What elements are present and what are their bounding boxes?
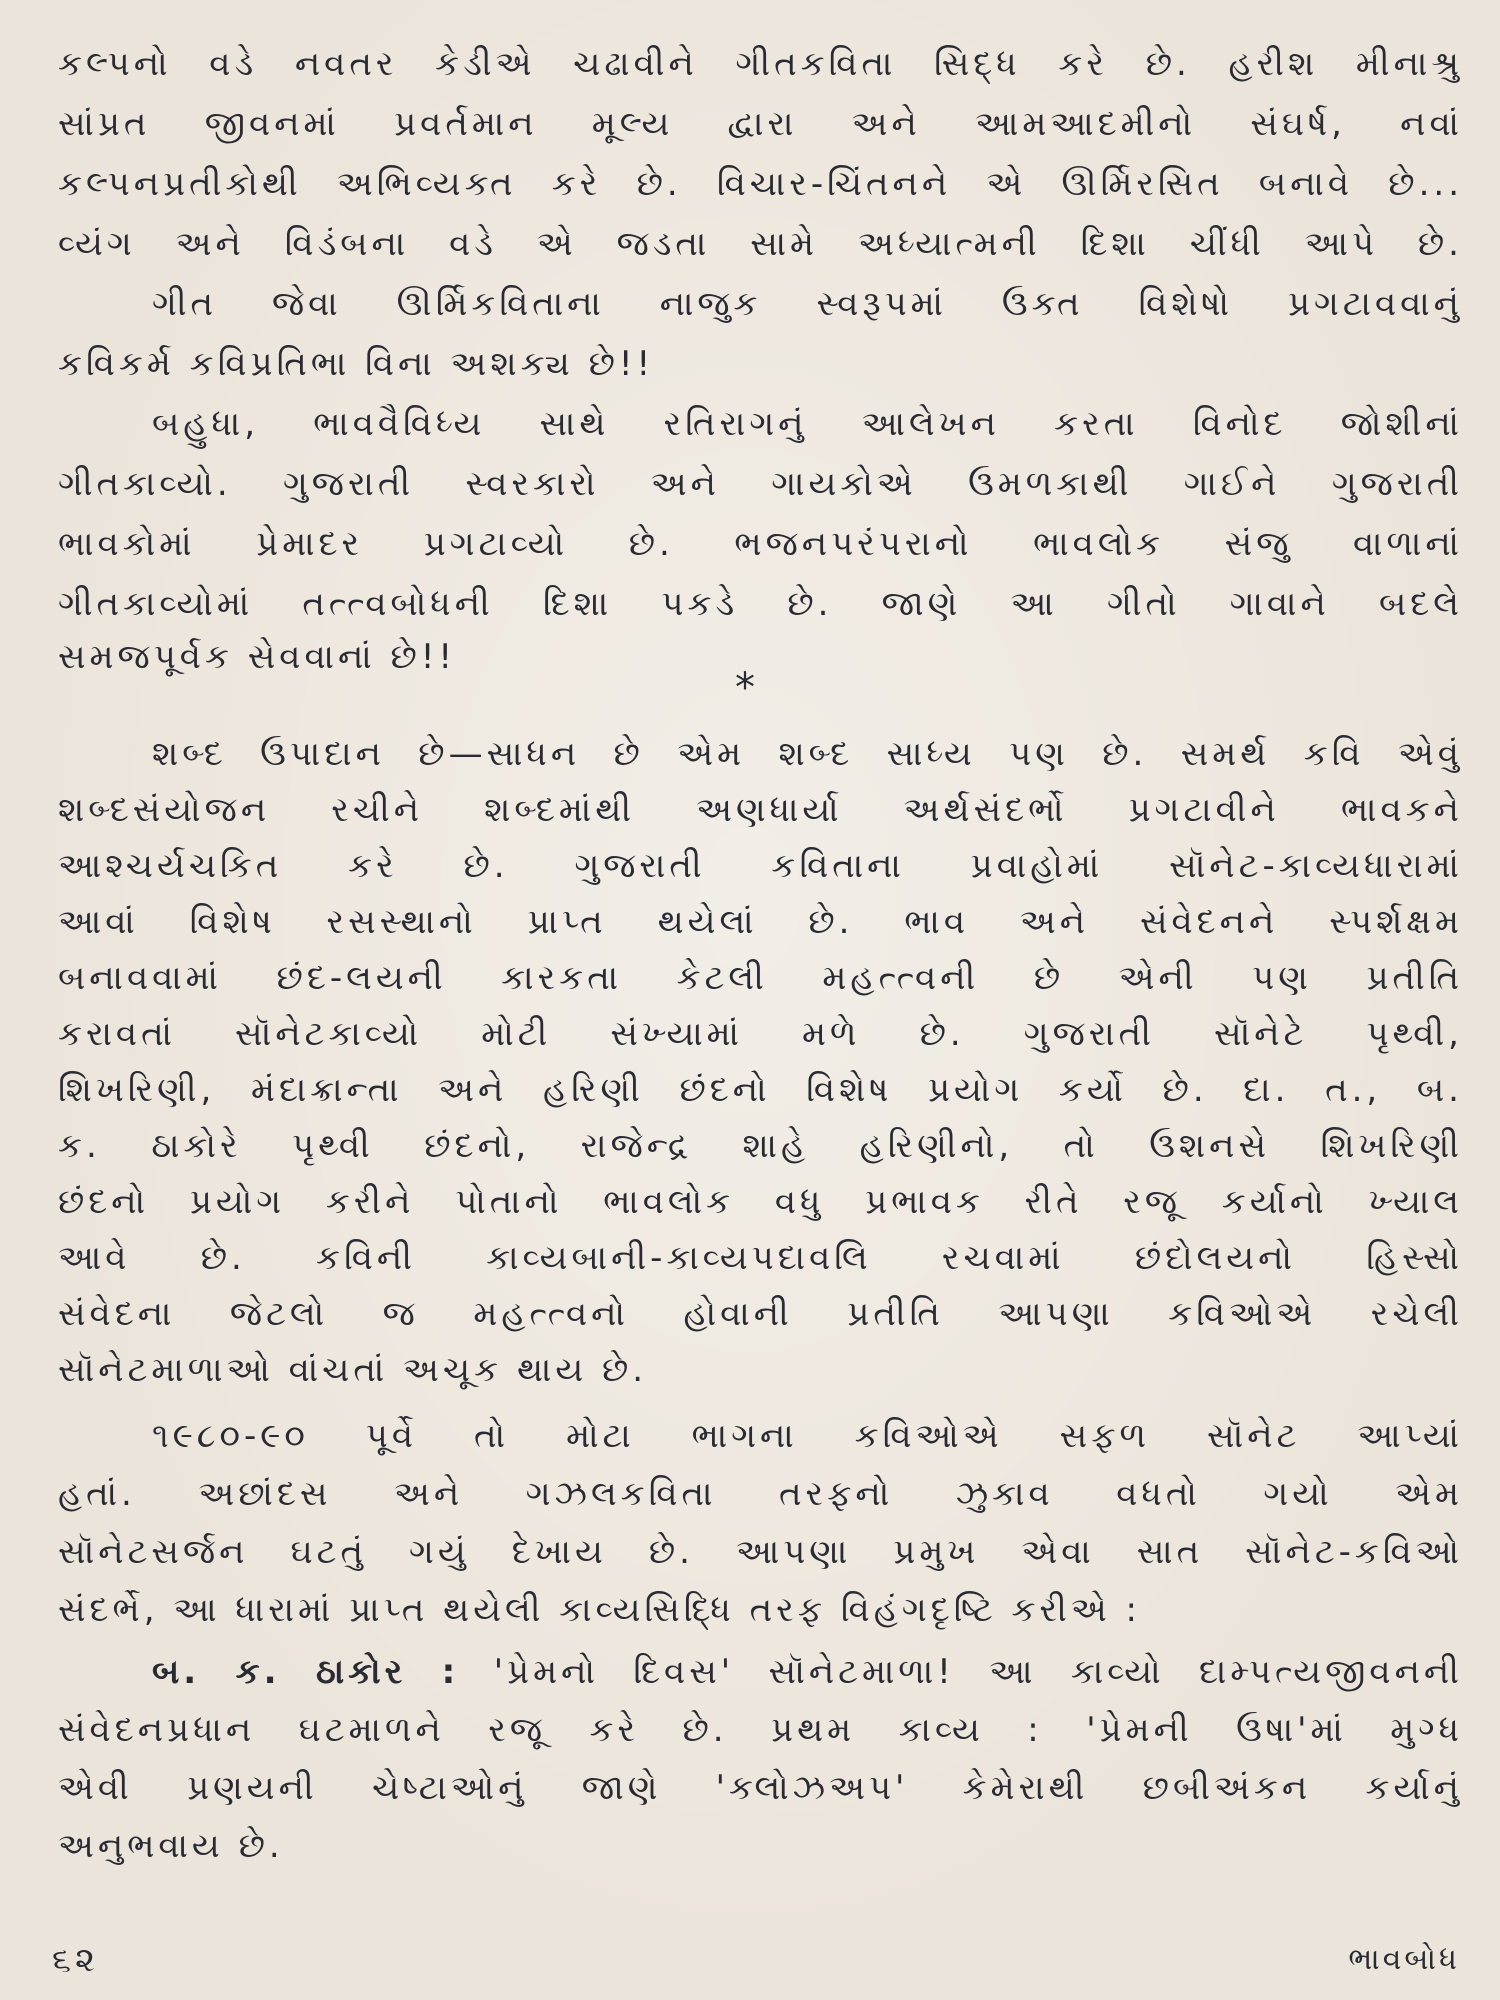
text-line: એવી પ્રણયની ચેષ્ટાઓનું જાણે 'ક્લોઝઅપ' કેમેરાથી છબીઅંકન કર્યાનું <box>58 1768 1463 1808</box>
text-line: છંદનો પ્રયોગ કરીને પોતાનો ભાવલોક વધુ પ્રભાવક રીતે રજૂ કર્યાનો ખ્યાલ <box>58 1182 1463 1222</box>
text-line: ક. ઠાકોરે પૃથ્વી છંદનો, રાજેન્દ્ર શાહે હરિણીનો, તો ઉશનસે શિખરિણી <box>58 1126 1463 1166</box>
text-line: ૧૯૮૦-૯૦ પૂર્વે તો મોટા ભાગના કવિઓએ સફળ સૉનેટ આપ્યાં <box>152 1416 1463 1456</box>
text-line: આવાં વિશેષ રસસ્થાનો પ્રાપ્ત થયેલાં છે. ભાવ અને સંવેદનને સ્પર્શક્ષમ <box>58 902 1463 942</box>
page-number: ૬૨ <box>52 1940 99 1980</box>
text-line: કલ્પનો વડે નવતર કેડીએ ચઢાવીને ગીતકવિતા સિદ્ધ કરે છે. હરીશ મીનાશ્રુ <box>58 44 1463 84</box>
text-line: સંવેદનપ્રધાન ઘટમાળને રજૂ કરે છે. પ્રથમ કાવ્ય : 'પ્રેમની ઉષા'માં મુગ્ધ <box>58 1710 1463 1750</box>
text-line: સાંપ્રત જીવનમાં પ્રવર્તમાન મૂલ્ય દ્વારા અને આમઆદમીનો સંઘર્ષ, નવાં <box>58 104 1463 144</box>
section-separator: * <box>735 665 755 711</box>
text-line: કરાવતાં સૉનેટકાવ્યો મોટી સંખ્યામાં મળે છે. ગુજરાતી સૉનેટે પૃથ્વી, <box>58 1014 1463 1054</box>
text-line: સૉનેટમાળાઓ વાંચતાં અચૂક થાય છે. <box>58 1350 648 1390</box>
text-line: અનુભવાય છે. <box>58 1826 284 1866</box>
text-line: શબ્દસંયોજન રચીને શબ્દમાંથી અણધાર્યા અર્થસંદર્ભો પ્રગટાવીને ભાવકને <box>58 790 1463 830</box>
text-line: ગીતકાવ્યો. ગુજરાતી સ્વરકારો અને ગાયકોએ ઉમળકાથી ગાઈને ગુજરાતી <box>58 464 1463 504</box>
text-line: આશ્ચર્યચકિત કરે છે. ગુજરાતી કવિતાના પ્રવાહોમાં સૉનેટ-કાવ્યધારામાં <box>58 846 1463 886</box>
running-title: ભાવબોધ <box>1348 1942 1460 1977</box>
text-line: ગીત જેવા ઊર્મિકવિતાના નાજુક સ્વરૂપમાં ઉક્ત વિશેષો પ્રગટાવવાનું <box>152 284 1463 324</box>
text-line: શબ્દ ઉપાદાન છે—સાધન છે એમ શબ્દ સાધ્ય પણ છે. સમર્થ કવિ એવું <box>152 734 1463 774</box>
text-line: ભાવકોમાં પ્રેમાદર પ્રગટાવ્યો છે. ભજનપરંપરાનો ભાવલોક સંજુ વાળાનાં <box>58 524 1463 564</box>
text-line: બહુધા, ભાવવૈવિધ્ય સાથે રતિરાગનું આલેખન કરતા વિનોદ જોશીનાં <box>152 404 1463 444</box>
text-line: બનાવવામાં છંદ-લયની કારકતા કેટલી મહત્ત્વની છે એની પણ પ્રતીતિ <box>58 958 1463 998</box>
text-line: કલ્પનપ્રતીકોથી અભિવ્યક્ત કરે છે. વિચાર-ચિંતનને એ ઊર્મિરસિત બનાવે છે... <box>58 164 1463 204</box>
text-line: વ્યંગ અને વિડંબના વડે એ જડતા સામે અધ્યાત્મની દિશા ચીંધી આપે છે. <box>58 224 1463 264</box>
text-line: હતાં. અછાંદસ અને ગઝલકવિતા તરફનો ઝુકાવ વધતો ગયો એમ <box>58 1474 1463 1514</box>
author-name: બ. ક. ઠાકોર : <box>152 1652 460 1692</box>
text-line: આવે છે. કવિની કાવ્યબાની-કાવ્યપદાવલિ રચવામાં છંદોલયનો હિસ્સો <box>58 1238 1463 1278</box>
text-line: સંવેદના જેટલો જ મહત્ત્વનો હોવાની પ્રતીતિ આપણા કવિઓએ રચેલી <box>58 1294 1463 1334</box>
text-line: શિખરિણી, મંદાક્રાન્તા અને હરિણી છંદનો વિશેષ પ્રયોગ કર્યો છે. દા. ત., બ. <box>58 1070 1463 1110</box>
text-span: 'પ્રેમનો દિવસ' સૉનેટમાળા! આ કાવ્યો દામ્પત્યજીવનની <box>459 1652 1463 1692</box>
text-line: ગીતકાવ્યોમાં તત્ત્વબોધની દિશા પકડે છે. જાણે આ ગીતો ગાવાને બદલે <box>58 584 1463 624</box>
text-line: સંદર્ભે, આ ધારામાં પ્રાપ્ત થયેલી કાવ્યસિદ્ધિ તરફ વિહંગદૃષ્ટિ કરીએ : <box>58 1590 1141 1630</box>
text-line: સૉનેટસર્જન ઘટતું ગયું દેખાય છે. આપણા પ્રમુખ એવા સાત સૉનેટ-કવિઓ <box>58 1532 1463 1572</box>
text-line: સમજપૂર્વક સેવવાનાં છે!! <box>58 637 457 677</box>
text-line <box>152 1646 1463 1698</box>
text-line: કવિકર્મ કવિપ્રતિભા વિના અશક્ય છે!! <box>58 344 655 384</box>
